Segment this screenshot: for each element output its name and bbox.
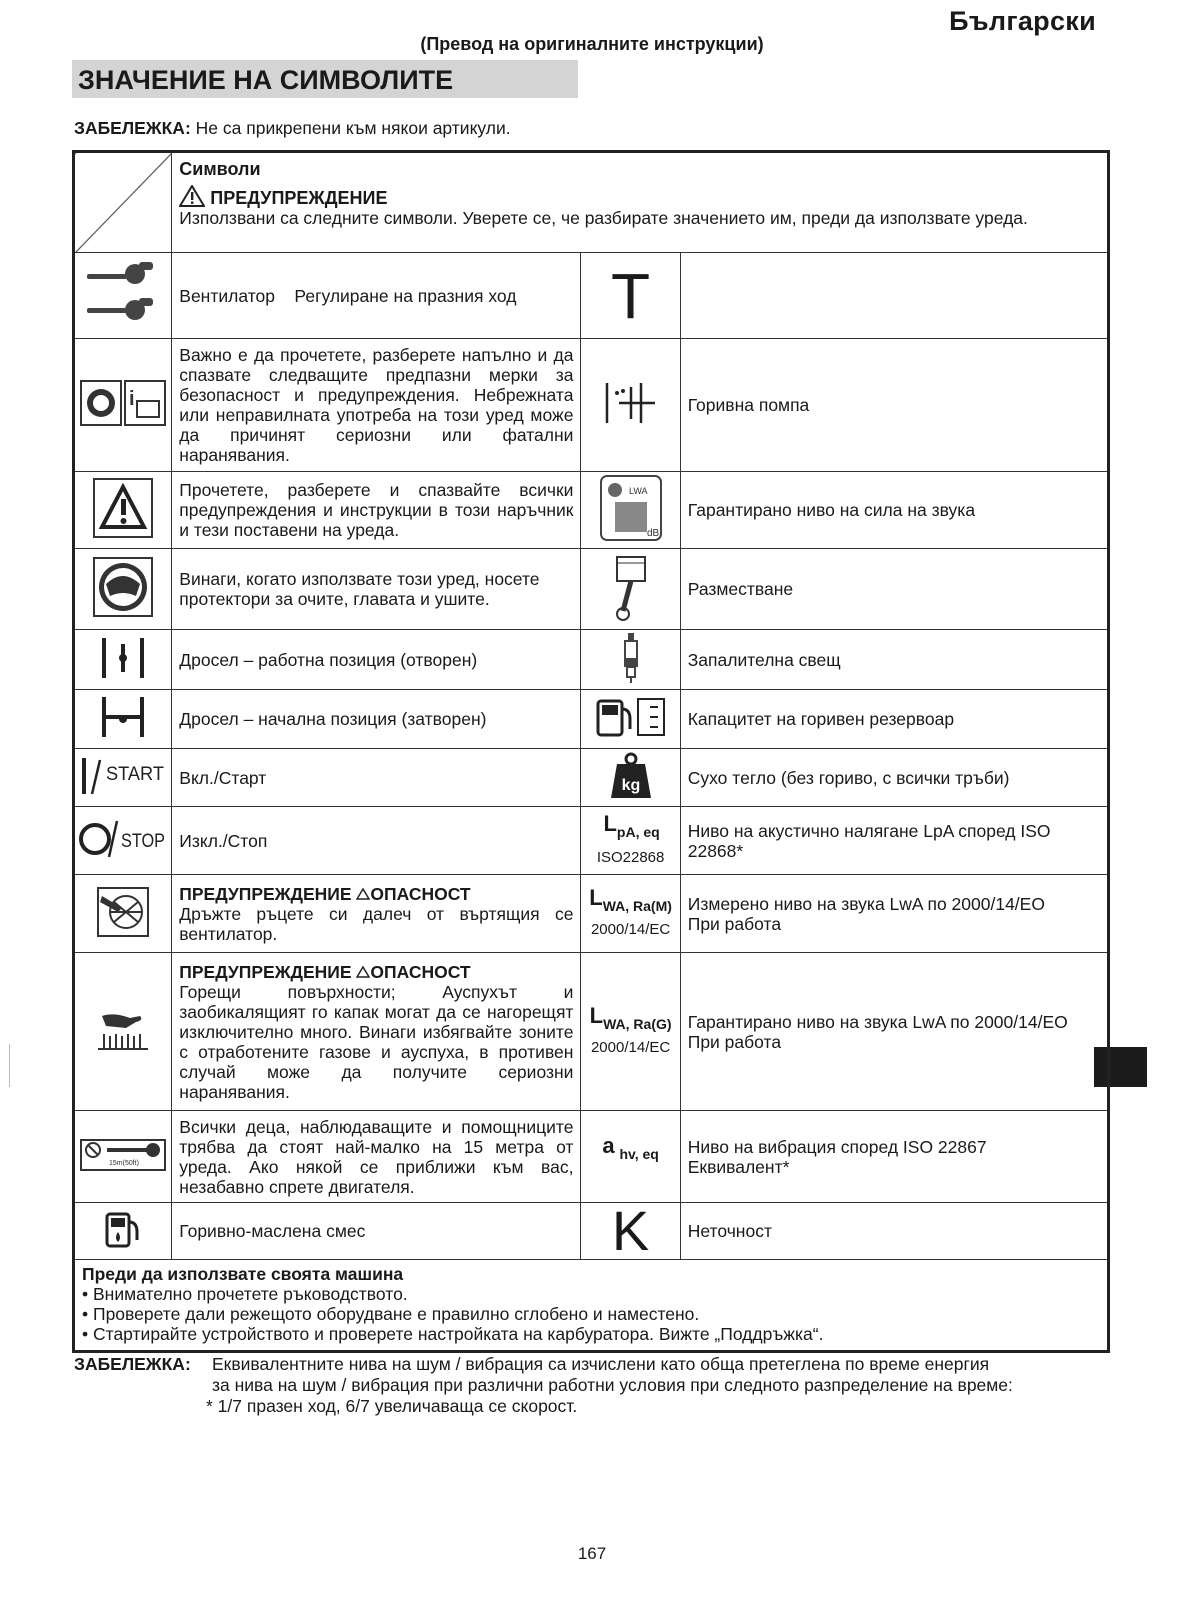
hazard-title-1: ПРЕДУПРЕЖДЕНИЕ <box>179 883 352 904</box>
page-number: 167 <box>577 1544 607 1563</box>
row-text: Дросел – работна позиция (отворен) <box>172 630 581 690</box>
row-text: Ниво на вибрация според ISO 22867 Еквивалент* <box>680 1111 1108 1203</box>
table-row <box>74 807 1109 875</box>
hazard-text: Дръжте ръцете си далеч от въртящия се вентилатор. <box>179 903 574 944</box>
row-text: Гарантирано ниво на сила на звука <box>680 472 1108 549</box>
warning-triangle-icon <box>356 966 370 978</box>
symbol-sub: hv, eq <box>619 1145 659 1162</box>
blower-icon <box>74 253 172 339</box>
row-text <box>680 253 1108 339</box>
before-use-box <box>74 1260 1109 1352</box>
row-text: Горивно-маслена смес <box>172 1203 581 1260</box>
row-text: Изкл./Стоп <box>172 807 581 875</box>
symbols-heading: Символи <box>179 159 261 179</box>
note-bottom-line: за нива на шум / вибрация при различни работни условия при следното разпределение на време: <box>212 1375 1013 1395</box>
spark-plug-icon <box>581 630 680 690</box>
hazard-title <box>179 962 573 982</box>
row-text <box>172 875 581 953</box>
svg-text:i: i <box>129 388 135 410</box>
row-text: Запалителна свещ <box>680 630 1108 690</box>
kg-label: kg <box>621 776 640 794</box>
warning-heading <box>179 185 1100 208</box>
warning-heading-text: ПРЕДУПРЕЖДЕНИЕ <box>210 188 388 208</box>
table-row <box>74 953 1109 1111</box>
symbol-standard: 2000/14/EC <box>590 1038 671 1056</box>
start-icon <box>74 749 172 807</box>
note-bottom-line: * 1/7 празен ход, 6/7 увеличаваща се скорост. <box>206 1396 578 1416</box>
symbol-standard: ISO22868 <box>596 848 665 866</box>
distance-label: 15m(50ft) <box>109 1159 140 1167</box>
table-row <box>74 549 1109 630</box>
hazard-title-2: ОПАСНОСТ <box>370 883 471 904</box>
warning-triangle-icon <box>356 888 370 900</box>
table-header-cell <box>172 152 1109 253</box>
header-text: Използвани са следните символи. Уверете се, че разбирате значението им, преди да използвате уреда. <box>179 208 1028 228</box>
row-text: Всички деца, наблюдаващите и помощниците трябва да стоят най-малко на 15 метра от уреда. Ако някой се приближи към вас, незабавно спрете двигателя. <box>172 1111 581 1203</box>
row-text: Вентилатор Регулиране на празния ход <box>172 253 581 339</box>
db-label: dB <box>646 528 659 539</box>
list-item: • Стартирайте устройството и проверете настройката на карбуратора. Вижте „Поддръжка“. <box>82 1324 824 1344</box>
warning-triangle-icon <box>74 472 172 549</box>
stop-label: STOP <box>121 830 166 852</box>
symbol-sub: WA, Ra(G) <box>603 1015 672 1032</box>
stop-icon <box>74 807 172 875</box>
k-letter: K <box>611 1199 650 1262</box>
note-bottom-line: Еквивалентните нива на шум / вибрация са изчислени като обща претеглена по време енергия <box>212 1354 990 1374</box>
uncertainty-symbol <box>581 1199 680 1262</box>
fuel-tank-capacity-icon <box>581 690 680 749</box>
weight-kg-icon <box>581 749 680 807</box>
translation-subtitle: (Превод на оригиналните инструкции) <box>420 34 764 54</box>
hazard-title-2: ОПАСНОСТ <box>370 961 471 982</box>
guaranteed-sound-symbol <box>581 953 680 1111</box>
start-label: START <box>106 763 165 785</box>
diagonal-corner-cell <box>74 152 172 253</box>
row-text: Ниво на акустично налягане LpA според ISO 22868* <box>680 807 1108 875</box>
note-bottom <box>74 1354 1084 1417</box>
table-row <box>74 339 1109 472</box>
list-item: • Внимателно прочетете ръководството. <box>82 1284 408 1304</box>
table-footer-row <box>74 1260 1109 1352</box>
hazard-title <box>179 884 573 904</box>
row-text: Неточност <box>680 1203 1108 1260</box>
table-row <box>74 1111 1109 1203</box>
list-item: • Проверете дали режещото оборудване е правилно сглобено и наместено. <box>82 1304 700 1324</box>
fuel-pump-icon <box>581 339 680 472</box>
table-header-row <box>74 152 1109 253</box>
symbol-main: L <box>603 810 617 836</box>
t-letter: T <box>611 259 651 332</box>
table-row <box>74 749 1109 807</box>
idle-adjust-symbol <box>581 253 680 339</box>
language-label: Български <box>949 6 1096 36</box>
row-text: Гарантирано ниво на звука LwA по 2000/14/ЕО При работа <box>680 953 1108 1111</box>
lwa-label: LWA <box>628 486 648 496</box>
piston-icon <box>581 549 680 630</box>
symbols-table <box>72 150 1110 1353</box>
vibration-symbol <box>581 1111 680 1203</box>
symbol-main: a <box>602 1132 615 1158</box>
hazard-title-1: ПРЕДУПРЕЖДЕНИЕ <box>179 961 352 982</box>
keep-distance-icon <box>74 1111 172 1203</box>
symbol-sub: WA, Ra(M) <box>602 897 672 914</box>
warning-triangle-icon <box>179 185 205 207</box>
row-text: Прочетете, разберете и спазвайте всички предупреждения и инструкции в този наръчник и тези поставени на уреда. <box>172 472 581 549</box>
margin-line <box>9 1044 10 1087</box>
head-protection-icon <box>74 549 172 630</box>
symbol-main: L <box>589 1002 604 1028</box>
row-text <box>172 953 581 1111</box>
sound-pressure-symbol <box>581 807 680 875</box>
symbol-standard: 2000/14/EC <box>590 920 671 938</box>
row-text: Разместване <box>680 549 1108 630</box>
note-top <box>74 118 511 139</box>
note-top-label: ЗАБЕЛЕЖКА: <box>74 118 191 138</box>
measured-sound-symbol <box>581 875 680 953</box>
table-row <box>74 690 1109 749</box>
row-text: Измерено ниво на звука LwA по 2000/14/ЕО При работа <box>680 875 1108 953</box>
section-title: ЗНАЧЕНИЕ НА СИМВОЛИТЕ <box>72 60 578 98</box>
fuel-oil-mix-icon <box>74 1203 172 1260</box>
note-bottom-label: ЗАБЕЛЕЖКА: <box>74 1354 191 1374</box>
row-text: Горивна помпа <box>680 339 1108 472</box>
sound-power-label-icon <box>581 472 680 549</box>
symbol-sub: pA, eq <box>616 823 660 840</box>
hot-surface-icon <box>74 953 172 1111</box>
row-text: Дросел – начална позиция (затворен) <box>172 690 581 749</box>
hazard-text: Горещи повърхности; Ауспухът и заобикалящият го капак могат да се нагорещят изключително много. Винаги избягвайте зоните с отработените газове и ауспуха, в противен случай може да получите сериозни наранявания. <box>179 981 574 1102</box>
throttle-open-icon <box>74 630 172 690</box>
row-text: Сухо тегло (без гориво, с всички тръби) <box>680 749 1108 807</box>
row-text: Капацитет на горивен резервоар <box>680 690 1108 749</box>
row-text: Важно е да прочетете, разберете напълно и да спазвате следващите предпазни мерки за безопасност и предупреждения. Небрежната или неправилната употреба на този уред може да причинят сериозни или фатални наранявания. <box>172 339 581 472</box>
before-use-title: Преди да използвате своята машина <box>82 1264 404 1284</box>
throttle-closed-icon <box>74 690 172 749</box>
row-text: Вкл./Старт <box>172 749 581 807</box>
read-manual-icon <box>74 339 172 472</box>
hand-fan-hazard-icon <box>74 875 172 953</box>
row-text: Винаги, когато използвате този уред, носете протектори за очите, главата и ушите. <box>172 549 581 630</box>
note-top-text: Не са прикрепени към някои артикули. <box>195 118 511 138</box>
table-row <box>74 1203 1109 1260</box>
table-row <box>74 630 1109 690</box>
table-row <box>74 875 1109 953</box>
table-row <box>74 253 1109 339</box>
table-row <box>74 472 1109 549</box>
symbol-main: L <box>589 884 603 910</box>
